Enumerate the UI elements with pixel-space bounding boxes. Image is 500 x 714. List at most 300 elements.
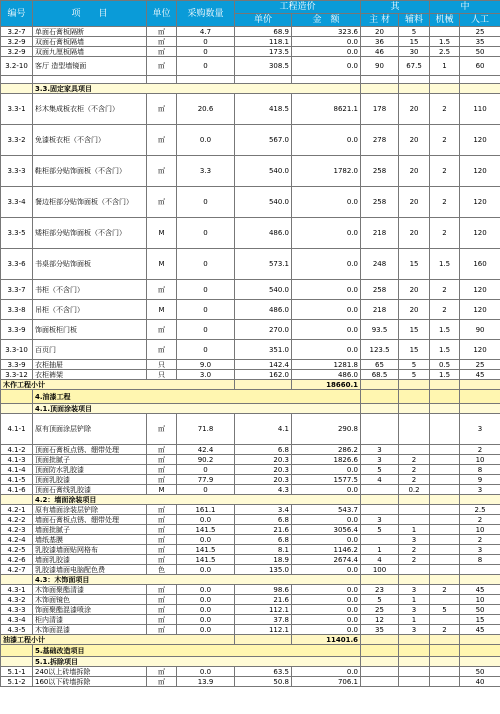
cell-machine: 1.5 — [430, 340, 460, 360]
cell-amount: 1826.6 — [292, 455, 361, 465]
cell-name: 单面石膏板隔断 — [33, 27, 147, 37]
cell-aux — [399, 667, 430, 677]
cell-labor — [460, 565, 500, 575]
section-title: 5.基础改造项目 — [33, 645, 361, 657]
cell-amount: 1281.8 — [292, 360, 361, 370]
table-row — [1, 187, 500, 218]
cell-name: 百页门 — [33, 340, 147, 360]
cell-price: 486.0 — [235, 218, 292, 249]
header-other-right: 中 — [430, 1, 500, 14]
cell-name: 衣柜裤架 — [33, 370, 147, 380]
cell-aux: 20 — [399, 218, 430, 249]
cell-price: 540.0 — [235, 280, 292, 300]
cell-labor: 35 — [460, 37, 500, 47]
cell-code: 4.2-4 — [1, 535, 33, 545]
table-row — [1, 455, 500, 465]
cell-empty — [361, 575, 399, 585]
cell-name: 免漆板衣柜（不含门） — [33, 125, 147, 156]
cell-labor: 50 — [460, 605, 500, 615]
cell-price: 68.9 — [235, 27, 292, 37]
cell-qty: 0.0 — [177, 625, 235, 635]
section-row — [1, 84, 500, 94]
cell-material: 5 — [361, 465, 399, 475]
table-row — [1, 300, 500, 320]
cell-unit: ㎡ — [147, 667, 177, 677]
cell-code: 4.3-5 — [1, 625, 33, 635]
cell-price: 21.6 — [235, 595, 292, 605]
cell-name: 顶面石膏板点锈、绷带处理 — [33, 445, 147, 455]
cell-code: 3.3-9 — [1, 360, 33, 370]
cell-machine — [430, 565, 460, 575]
cell-amount: 0.0 — [292, 125, 361, 156]
cell-aux: 15 — [399, 249, 430, 280]
cell-price: 162.0 — [235, 370, 292, 380]
cell-machine — [430, 505, 460, 515]
cell-amount: 2674.4 — [292, 555, 361, 565]
cell-amount: 1146.2 — [292, 545, 361, 555]
cell-machine: 2 — [430, 585, 460, 595]
cell-aux: 15 — [399, 320, 430, 340]
cell-amount: 1577.5 — [292, 475, 361, 485]
cell-aux: 3 — [399, 535, 430, 545]
cell-machine — [430, 555, 460, 565]
cell-unit: ㎡ — [147, 535, 177, 545]
cell-material — [361, 485, 399, 495]
section-title: 4.油漆工程 — [33, 390, 361, 404]
cell-name: 乳胶漆墙面贴网格布 — [33, 545, 147, 555]
cell-name: 杉木集成板衣柜（不含门） — [33, 94, 147, 125]
cell-amount: 290.8 — [292, 414, 361, 445]
cell-qty: 141.5 — [177, 555, 235, 565]
cell-price: 351.0 — [235, 340, 292, 360]
cell-empty — [1, 390, 33, 404]
cell-machine: 2 — [430, 125, 460, 156]
cell-material: 20 — [361, 27, 399, 37]
cell-name: 柜内清漆 — [33, 615, 147, 625]
header-machine: 机械 — [430, 14, 460, 27]
cell-empty — [361, 635, 399, 645]
cell-empty — [235, 76, 292, 84]
cell-labor: 8 — [460, 465, 500, 475]
cell-code: 3.3-4 — [1, 187, 33, 218]
subtotal-row — [1, 380, 500, 390]
cell-code: 3.3-1 — [1, 94, 33, 125]
cell-empty — [399, 635, 430, 645]
cell-machine: 1.5 — [430, 320, 460, 340]
cell-price: 118.1 — [235, 37, 292, 47]
cell-code: 3.3-5 — [1, 218, 33, 249]
cell-amount: 0.0 — [292, 615, 361, 625]
subtotal-amount: 11401.6 — [292, 635, 361, 645]
cell-empty — [430, 404, 460, 414]
section-title: 4.2：墙面涂装项目 — [33, 495, 361, 505]
cell-unit: ㎡ — [147, 455, 177, 465]
cell-aux: 30 — [399, 47, 430, 57]
cell-material — [361, 505, 399, 515]
cell-code: 3.3-2 — [1, 125, 33, 156]
cell-labor: 8 — [460, 555, 500, 565]
cell-name: 原有顶面涂层铲除 — [33, 414, 147, 445]
cell-price: 142.4 — [235, 360, 292, 370]
cell-price: 308.5 — [235, 57, 292, 76]
cell-name: 木饰面聚酯清漆 — [33, 585, 147, 595]
cell-unit: ㎡ — [147, 545, 177, 555]
cell-empty — [361, 645, 399, 657]
cell-unit: ㎡ — [147, 515, 177, 525]
cell-aux: 3 — [399, 625, 430, 635]
cell-name: 顶面乳胶漆 — [33, 475, 147, 485]
cell-code: 3.3-3 — [1, 156, 33, 187]
cell-name: 乳胶漆墙面电脑配色费 — [33, 565, 147, 575]
cell-unit: ㎡ — [147, 94, 177, 125]
cell-machine: 1.5 — [430, 249, 460, 280]
cell-unit: 只 — [147, 370, 177, 380]
cell-qty: 141.5 — [177, 525, 235, 535]
cell-name: 书桌部分贴饰面板 — [33, 249, 147, 280]
cell-unit: ㎡ — [147, 595, 177, 605]
cell-empty — [361, 495, 399, 505]
header-cost-group: 工程造价 — [235, 1, 361, 14]
section-title: 4.1.顶面涂装项目 — [33, 404, 361, 414]
cell-labor: 120 — [460, 125, 500, 156]
cell-material: 65 — [361, 360, 399, 370]
cell-empty — [399, 76, 430, 84]
cell-price: 3.4 — [235, 505, 292, 515]
cell-code: 4.2-7 — [1, 565, 33, 575]
cell-unit: 色 — [147, 565, 177, 575]
cell-unit: ㎡ — [147, 525, 177, 535]
cell-empty — [1, 575, 33, 585]
header-code: 编号 — [1, 1, 33, 27]
cell-empty — [235, 380, 292, 390]
cell-empty — [361, 657, 399, 667]
cell-qty: 0 — [177, 249, 235, 280]
cell-qty: 0 — [177, 280, 235, 300]
table-row — [1, 445, 500, 455]
cell-material — [361, 677, 399, 687]
cell-machine: 2 — [430, 280, 460, 300]
cell-machine — [430, 545, 460, 555]
cell-aux: 3 — [399, 605, 430, 615]
cell-unit: 只 — [147, 360, 177, 370]
blank-row — [1, 76, 500, 84]
cell-labor: 120 — [460, 156, 500, 187]
cell-aux: 15 — [399, 37, 430, 47]
cell-aux: 2 — [399, 555, 430, 565]
cell-name: 鞋柜部分贴饰面板（不含门） — [33, 156, 147, 187]
cell-unit: ㎡ — [147, 47, 177, 57]
cell-empty — [361, 76, 399, 84]
cell-price: 4.1 — [235, 414, 292, 445]
cell-qty: 0 — [177, 340, 235, 360]
cell-machine: 2.5 — [430, 47, 460, 57]
cell-qty: 0.0 — [177, 125, 235, 156]
cell-amount: 8621.1 — [292, 94, 361, 125]
cell-empty — [460, 84, 500, 94]
cell-labor: 3 — [460, 545, 500, 555]
cell-material — [361, 667, 399, 677]
cell-labor: 120 — [460, 280, 500, 300]
cell-material: 278 — [361, 125, 399, 156]
cell-machine — [430, 535, 460, 545]
cell-empty — [430, 84, 460, 94]
section-row — [1, 575, 500, 585]
table-row — [1, 475, 500, 485]
cell-material: 258 — [361, 156, 399, 187]
cell-labor: 25 — [460, 27, 500, 37]
cell-price: 135.0 — [235, 565, 292, 575]
cell-aux: 2 — [399, 545, 430, 555]
cell-machine — [430, 485, 460, 495]
cell-empty — [460, 657, 500, 667]
section-title: 4.3：木饰面项目 — [33, 575, 361, 585]
cell-price: 50.8 — [235, 677, 292, 687]
cell-amount: 0.0 — [292, 465, 361, 475]
subtotal-label: 木作工程小计 — [1, 380, 235, 390]
cell-empty — [361, 390, 399, 404]
cell-amount: 0.0 — [292, 340, 361, 360]
cell-empty — [399, 84, 430, 94]
cell-machine: 1.5 — [430, 37, 460, 47]
cell-aux: 5 — [399, 27, 430, 37]
cell-qty: 0.0 — [177, 565, 235, 575]
cell-empty — [430, 645, 460, 657]
cell-price: 418.5 — [235, 94, 292, 125]
cell-code: 3.2-9 — [1, 37, 33, 47]
cell-machine: 2 — [430, 187, 460, 218]
cell-empty — [430, 657, 460, 667]
cell-qty: 4.7 — [177, 27, 235, 37]
cell-machine: 1 — [430, 57, 460, 76]
cell-material: 218 — [361, 300, 399, 320]
cell-name: 顶面批腻子 — [33, 455, 147, 465]
cell-empty — [1, 76, 33, 84]
cell-material: 100 — [361, 565, 399, 575]
cell-amount: 0.0 — [292, 57, 361, 76]
cell-qty: 3.0 — [177, 370, 235, 380]
cell-name: 墙纸基膜 — [33, 535, 147, 545]
cell-name: 餐边柜部分贴饰面板（不含门） — [33, 187, 147, 218]
cell-price: 540.0 — [235, 156, 292, 187]
section-title: 5.1.拆除项目 — [33, 657, 361, 667]
cell-aux: 2 — [399, 475, 430, 485]
cell-machine — [430, 615, 460, 625]
cell-labor: 2.5 — [460, 505, 500, 515]
cell-name: 顶面石膏线乳胶漆 — [33, 485, 147, 495]
cell-empty — [430, 495, 460, 505]
cell-material: 3 — [361, 455, 399, 465]
cell-code: 5.1-2 — [1, 677, 33, 687]
cell-qty: 71.8 — [177, 414, 235, 445]
cell-labor: 110 — [460, 94, 500, 125]
cell-name: 240以上砖墙拆除 — [33, 667, 147, 677]
cell-name: 顶面防水乳胶漆 — [33, 465, 147, 475]
cell-code: 4.1-3 — [1, 455, 33, 465]
cell-empty — [460, 645, 500, 657]
cell-amount: 0.0 — [292, 37, 361, 47]
table-row — [1, 414, 500, 445]
cell-amount: 706.1 — [292, 677, 361, 687]
cell-machine — [430, 515, 460, 525]
cell-price: 6.8 — [235, 515, 292, 525]
cell-empty — [460, 380, 500, 390]
cell-material — [361, 414, 399, 445]
cell-code: 3.2-10 — [1, 57, 33, 76]
cell-name: 矮柜部分贴饰面板（不含门） — [33, 218, 147, 249]
cell-material: 3 — [361, 515, 399, 525]
cell-unit: M — [147, 218, 177, 249]
table-row — [1, 280, 500, 300]
cell-amount: 0.0 — [292, 585, 361, 595]
table-row — [1, 360, 500, 370]
table-row — [1, 555, 500, 565]
cell-qty: 0 — [177, 37, 235, 47]
cell-code: 3.2-7 — [1, 27, 33, 37]
cell-material: 3 — [361, 445, 399, 455]
cell-qty: 42.4 — [177, 445, 235, 455]
cell-material: 35 — [361, 625, 399, 635]
cell-labor: 40 — [460, 677, 500, 687]
cell-labor: 50 — [460, 667, 500, 677]
cell-code: 3.3-8 — [1, 300, 33, 320]
cell-material: 218 — [361, 218, 399, 249]
cell-material — [361, 535, 399, 545]
cell-empty — [399, 575, 430, 585]
cell-code: 4.2-3 — [1, 525, 33, 535]
cell-labor: 50 — [460, 47, 500, 57]
cell-amount: 0.0 — [292, 565, 361, 575]
table-row — [1, 37, 500, 47]
table-row — [1, 485, 500, 495]
cell-qty: 9.0 — [177, 360, 235, 370]
cell-amount: 323.6 — [292, 27, 361, 37]
table-row — [1, 57, 500, 76]
cell-name: 墙面乳胶漆 — [33, 555, 147, 565]
cell-empty — [1, 404, 33, 414]
cell-name: 双面石膏板隔墙 — [33, 37, 147, 47]
cell-aux — [399, 414, 430, 445]
cell-qty: 0.0 — [177, 585, 235, 595]
cell-name: 墙面石膏板点锈、绷带处理 — [33, 515, 147, 525]
cell-amount: 0.0 — [292, 667, 361, 677]
cell-code: 5.1-1 — [1, 667, 33, 677]
cell-price: 567.0 — [235, 125, 292, 156]
cell-price: 8.1 — [235, 545, 292, 555]
cell-empty — [430, 76, 460, 84]
cell-empty — [460, 404, 500, 414]
cell-material: 1 — [361, 545, 399, 555]
cell-qty: 0.0 — [177, 605, 235, 615]
cell-empty — [399, 645, 430, 657]
cell-price: 6.8 — [235, 445, 292, 455]
cell-empty — [1, 657, 33, 667]
cell-aux — [399, 445, 430, 455]
cell-code: 4.3-2 — [1, 595, 33, 605]
cell-amount: 286.2 — [292, 445, 361, 455]
cell-unit: ㎡ — [147, 605, 177, 615]
cell-name: 衣柜抽屉 — [33, 360, 147, 370]
cell-price: 173.5 — [235, 47, 292, 57]
cell-material: 258 — [361, 187, 399, 218]
table-row — [1, 249, 500, 280]
cell-qty: 20.6 — [177, 94, 235, 125]
cell-unit: M — [147, 249, 177, 280]
table-row — [1, 545, 500, 555]
cell-qty: 0 — [177, 57, 235, 76]
cell-machine: 2 — [430, 625, 460, 635]
cell-qty: 0 — [177, 47, 235, 57]
cell-price: 4.3 — [235, 485, 292, 495]
cell-material: 23 — [361, 585, 399, 595]
cell-labor: 60 — [460, 57, 500, 76]
cell-qty: 0 — [177, 218, 235, 249]
cell-code: 4.2-5 — [1, 545, 33, 555]
cell-unit: ㎡ — [147, 156, 177, 187]
cell-aux: 5 — [399, 370, 430, 380]
cell-unit: M — [147, 485, 177, 495]
cell-amount: 0.0 — [292, 249, 361, 280]
cell-code: 4.3-1 — [1, 585, 33, 595]
cell-aux: 3 — [399, 585, 430, 595]
cell-material: 4 — [361, 475, 399, 485]
cell-labor: 160 — [460, 249, 500, 280]
cell-amount: 0.0 — [292, 535, 361, 545]
cell-empty — [460, 495, 500, 505]
cell-amount: 0.0 — [292, 280, 361, 300]
cell-unit: ㎡ — [147, 125, 177, 156]
cell-price: 63.5 — [235, 667, 292, 677]
table-row — [1, 465, 500, 475]
cell-material: 5 — [361, 525, 399, 535]
table-row — [1, 605, 500, 615]
cell-aux — [399, 677, 430, 687]
table-row — [1, 47, 500, 57]
cell-machine: 0.5 — [430, 360, 460, 370]
cell-code: 4.1-6 — [1, 485, 33, 495]
cell-unit: ㎡ — [147, 37, 177, 47]
cell-amount: 0.0 — [292, 187, 361, 218]
cell-code: 4.2-6 — [1, 555, 33, 565]
cell-labor: 25 — [460, 360, 500, 370]
table-row — [1, 585, 500, 595]
cell-aux: 20 — [399, 125, 430, 156]
cell-price: 18.9 — [235, 555, 292, 565]
cell-unit: ㎡ — [147, 615, 177, 625]
cell-empty — [460, 635, 500, 645]
cell-empty — [235, 635, 292, 645]
cell-name: 双面九厘板隔墙 — [33, 47, 147, 57]
cell-code: 3.3-7 — [1, 280, 33, 300]
header-amount: 金 额 — [292, 14, 361, 27]
cell-material: 46 — [361, 47, 399, 57]
cell-qty: 0.0 — [177, 615, 235, 625]
section-row — [1, 404, 500, 414]
cell-qty: 0.0 — [177, 667, 235, 677]
cell-empty — [33, 76, 147, 84]
cell-unit: ㎡ — [147, 555, 177, 565]
header-item: 项 目 — [33, 1, 147, 27]
cell-material: 4 — [361, 555, 399, 565]
cell-empty — [460, 575, 500, 585]
cell-code: 4.1-2 — [1, 445, 33, 455]
cell-amount: 0.0 — [292, 218, 361, 249]
cell-unit: ㎡ — [147, 625, 177, 635]
cell-aux: 20 — [399, 280, 430, 300]
header-labor: 人工 — [460, 14, 500, 27]
cell-material: 68.5 — [361, 370, 399, 380]
major-section-row — [1, 645, 500, 657]
cell-machine — [430, 525, 460, 535]
